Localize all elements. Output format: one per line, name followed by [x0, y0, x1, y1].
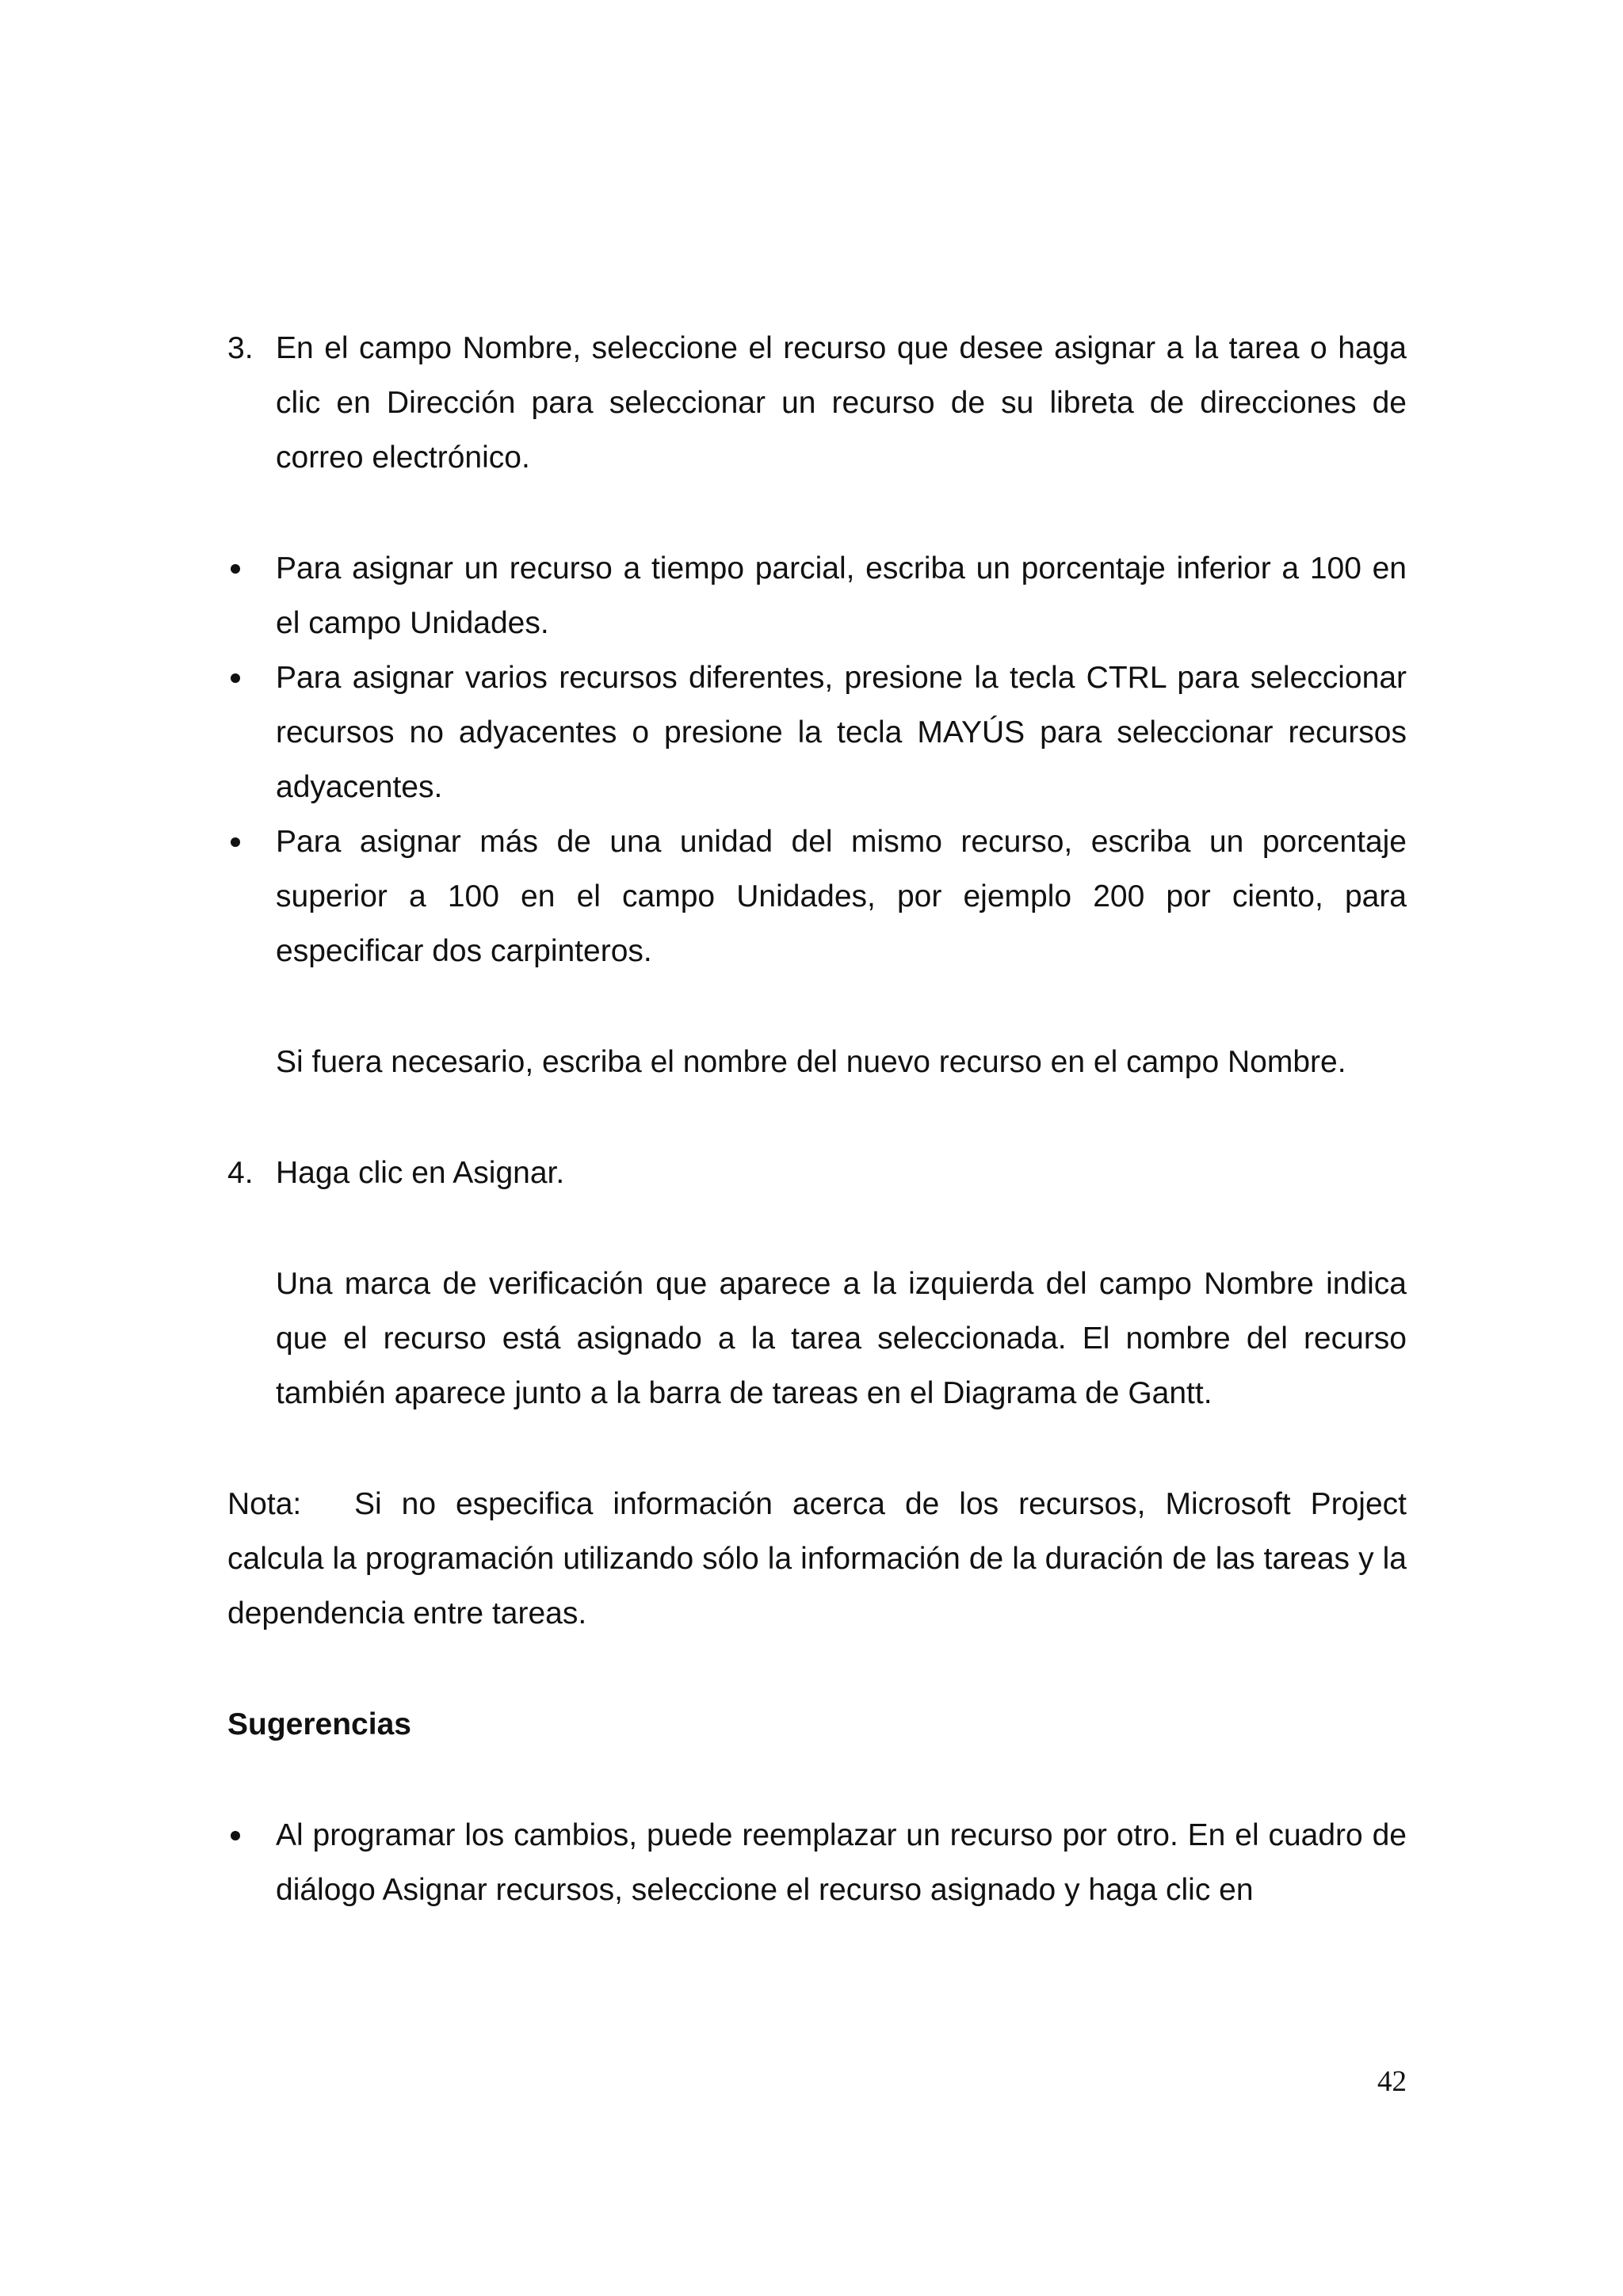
bullet-icon — [231, 1831, 240, 1840]
bullet-icon — [231, 673, 240, 683]
section-heading: Sugerencias — [227, 1707, 411, 1741]
paragraph-if-needed: Si fuera necesario, escriba el nombre del nuevo recurso en el campo Nombre. — [276, 1045, 1346, 1079]
page-number: 42 — [1377, 2065, 1407, 2098]
list-item — [227, 1808, 1407, 1917]
list-item — [227, 814, 1407, 978]
spacer — [227, 1752, 1407, 1808]
bullet-icon — [231, 564, 240, 574]
list-item-text: Para asignar un recurso a tiempo parcial, escriba un porcentaje inferior a 100 en el campo Unidades. — [276, 551, 1407, 640]
note-paragraph — [227, 1477, 1407, 1641]
list-item — [227, 650, 1407, 814]
spacer — [227, 978, 1407, 1035]
note-text: Si no especifica información acerca de los recursos, Microsoft Project calcula la programación utilizando sólo la información de la duración de las tareas y la dependencia entre tareas. — [227, 1487, 1407, 1630]
spacer — [227, 1089, 1407, 1146]
step-number: 3. — [227, 331, 254, 365]
step-text: En el campo Nombre, seleccione el recurso que desee asignar a la tarea o haga clic en Dirección para seleccionar un recurso de su libreta de direcciones de correo electrónico. — [276, 331, 1407, 475]
list-item — [227, 541, 1407, 650]
paragraph-checkmark-note: Una marca de verificación que aparece a la izquierda del campo Nombre indica que el recurso está asignado a la tarea seleccionada. El nombre del recurso también aparece junto a la barra de tareas en el Diagrama de Gantt. — [276, 1267, 1407, 1410]
document-body — [227, 321, 1407, 1917]
list-item-text: Al programar los cambios, puede reemplazar un recurso por otro. En el cuadro de diálogo Asignar recursos, seleccione el recurso asignado y haga clic en — [276, 1818, 1407, 1907]
step-text: Haga clic en Asignar. — [276, 1156, 565, 1190]
note-label: Nota: — [227, 1487, 302, 1521]
numbered-step-3 — [227, 321, 1407, 485]
spacer — [227, 485, 1407, 541]
spacer — [227, 1421, 1407, 1477]
step-number: 4. — [227, 1156, 254, 1190]
list-item-text: Para asignar varios recursos diferentes, presione la tecla CTRL para seleccionar recursos no adyacentes o presione la tecla MAYÚS para seleccionar recursos adyacentes. — [276, 661, 1407, 804]
spacer — [227, 1641, 1407, 1697]
numbered-step-4 — [227, 1146, 1407, 1200]
bullet-icon — [231, 837, 240, 847]
spacer — [227, 1200, 1407, 1257]
list-item-text: Para asignar más de una unidad del mismo recurso, escriba un porcentaje superior a 100 en el campo Unidades, por ejemplo 200 por ciento, para especificar dos carpinteros. — [276, 825, 1407, 968]
